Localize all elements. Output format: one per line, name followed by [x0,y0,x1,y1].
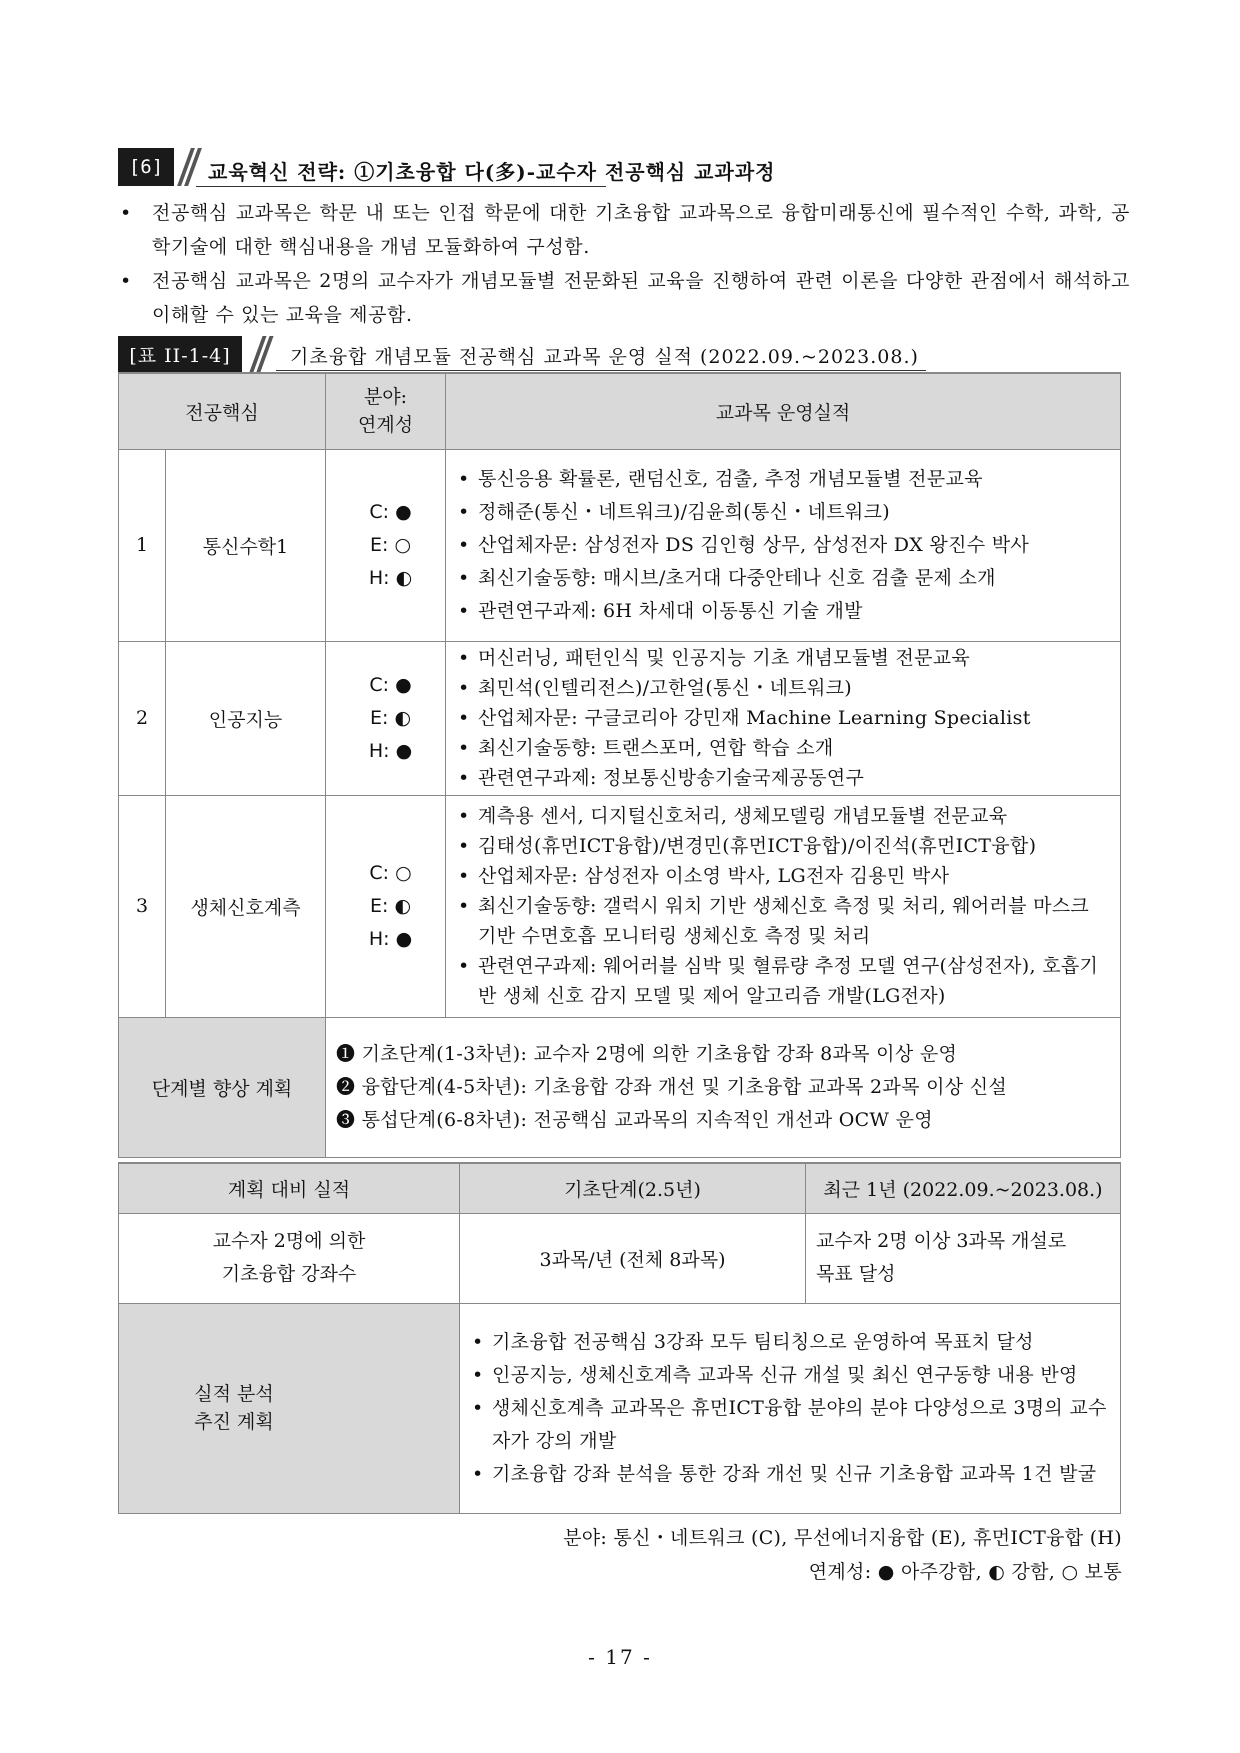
table-caption-label: [표 II-1-4] [118,336,242,372]
table-row [119,641,1121,795]
table-caption-title: 기초융합 개념모듈 전공핵심 교과목 운영 실적 (2022.09.~2023.08.) [290,346,919,368]
row-number: 3 [119,795,166,1017]
stage-plan-items [326,1017,1121,1157]
list-item: • 머신러닝, 패턴인식 및 인공지능 기초 개념모듈별 전문교육 [458,643,1114,673]
course-name: 생체신호계측 [166,795,326,1017]
list-item: • 관련연구과제: 웨어러블 심박 및 혈류량 추정 모델 연구(삼성전자), 호흡기반 생체 신호 감지 모델 및 제어 알고리즘 개발(LG전자) [458,951,1114,1011]
list-item: • 생체신호계측 교과목은 휴먼ICT융합 분야의 분야 다양성으로 3명의 교수자가 강의 개발 [472,1392,1114,1458]
row-number: 2 [119,641,166,795]
header-field: 분야: 연계성 [326,373,446,449]
intro-bullet: • 전공핵심 교과목은 2명의 교수자가 개념모듈별 전문화된 교육을 진행하여 관련 이론을 다양한 관점에서 해석하고 이해할 수 있는 교육을 제공함. [120,270,1130,326]
page-number: - 17 - [588,1645,652,1669]
header-performance: 교과목 운영실적 [446,373,1121,449]
field-relevance: C: ○ E: ◐ H: ● [326,795,446,1017]
list-item: • 관련연구과제: 6H 차세대 이동통신 기술 개발 [458,595,1114,628]
field-relevance: C: ● E: ○ H: ◐ [326,449,446,641]
list-item: • 산업체자문: 삼성전자 DS 김인형 상무, 삼성전자 DX 왕진수 박사 [458,529,1114,562]
list-item: • 인공지능, 생체신호계측 교과목 신규 개설 및 최신 연구동향 내용 반영 [472,1359,1114,1392]
heading-underline [196,186,606,187]
caption-slashes [252,336,272,372]
list-item: • 관련연구과제: 정보통신방송기술국제공동연구 [458,763,1114,793]
performance-table [118,1162,1121,1514]
field-relevance: C: ● E: ◐ H: ● [326,641,446,795]
list-item: • 최신기술동향: 매시브/초거대 다중안테나 신호 검출 문제 소개 [458,562,1114,595]
list-item: • 산업체자문: 삼성전자 이소영 박사, LG전자 김용민 박사 [458,861,1114,891]
list-item: • 김태성(휴먼ICT융합)/변경민(휴먼ICT융합)/이진석(휴먼ICT융합) [458,831,1114,861]
list-item: • 정해준(통신・네트워크)/김윤희(통신・네트워크) [458,496,1114,529]
caption-underline [276,370,926,371]
list-item: • 최신기술동향: 트랜스포머, 연합 학습 소개 [458,733,1114,763]
table-header-row [119,373,1121,449]
table-row [119,449,1121,641]
stage-plan-row [119,1017,1121,1157]
perf-header-recent: 최근 1년 (2022.09.~2023.08.) [806,1163,1121,1213]
performance-list [446,449,1121,641]
legend-relevance: 연계성: ● 아주강함, ◐ 강함, ○ 보통 [808,1561,1122,1583]
stage-item: ❶ 기초단계(1-3차년): 교수자 2명에 의한 기초융합 강좌 8과목 이상 운영 [336,1042,958,1065]
intro-bullet: • 전공핵심 교과목은 학문 내 또는 인접 학문에 대한 기초융합 교과목으로 융합미래통신에 필수적인 수학, 과학, 공학기술에 대한 핵심내용을 개념 모듈화하여 구성함. [120,202,1130,258]
perf-header-plan: 계획 대비 실적 [119,1163,460,1213]
perf-recent-value: 교수자 2명 이상 3과목 개설로 목표 달성 [806,1213,1121,1303]
course-name: 인공지능 [166,641,326,795]
stage-plan-label: 단계별 향상 계획 [119,1017,326,1157]
performance-list [446,795,1121,1017]
heading-slashes [180,148,200,186]
course-name: 통신수학1 [166,449,326,641]
list-item: • 산업체자문: 구글코리아 강민재 Machine Learning Specialist [458,703,1114,733]
stage-item: ❷ 융합단계(4-5차년): 기초융합 강좌 개선 및 기초융합 교과목 2과목 이상 신설 [336,1075,1008,1098]
table-row [119,795,1121,1017]
perf-row [119,1213,1121,1303]
performance-list [446,641,1121,795]
row-number: 1 [119,449,166,641]
stage-item: ❸ 통섭단계(6-8차년): 전공핵심 교과목의 지속적인 개선과 OCW 운영 [336,1108,933,1131]
section-title: 교육혁신 전략: ①기초융합 다(多)-교수자 전공핵심 교과과정 [208,160,776,184]
analysis-row [119,1303,1121,1513]
list-item: • 계측용 센서, 디지털신호처리, 생체모델링 개념모듈별 전문교육 [458,801,1114,831]
perf-row-label: 교수자 2명에 의한 기초융합 강좌수 [119,1213,460,1303]
perf-header-basic: 기초단계(2.5년) [460,1163,806,1213]
legend-field: 분야: 통신・네트워크 (C), 무선에너지융합 (E), 휴먼ICT융합 (H) [563,1527,1122,1549]
section-number: [6] [118,148,174,186]
analysis-items [460,1303,1121,1513]
analysis-label: 실적 분석 추진 계획 [119,1303,460,1513]
list-item: • 통신응용 확률론, 랜덤신호, 검출, 추정 개념모듈별 전문교육 [458,463,1114,496]
intro-bullets [120,196,1130,332]
list-item: • 최신기술동향: 갤럭시 워치 기반 생체신호 측정 및 처리, 웨어러블 마스크 기반 수면호흡 모니터링 생체신호 측정 및 처리 [458,891,1114,951]
list-item: • 최민석(인텔리전스)/고한얼(통신・네트워크) [458,673,1114,703]
header-core: 전공핵심 [119,373,326,449]
list-item: • 기초융합 강좌 분석을 통한 강좌 개선 및 신규 기초융합 교과목 1건 발굴 [472,1458,1114,1491]
list-item: • 기초융합 전공핵심 3강좌 모두 팀티칭으로 운영하여 목표치 달성 [472,1326,1114,1359]
perf-basic-value: 3과목/년 (전체 8과목) [460,1213,806,1303]
course-table [118,372,1121,1158]
perf-header-row [119,1163,1121,1213]
